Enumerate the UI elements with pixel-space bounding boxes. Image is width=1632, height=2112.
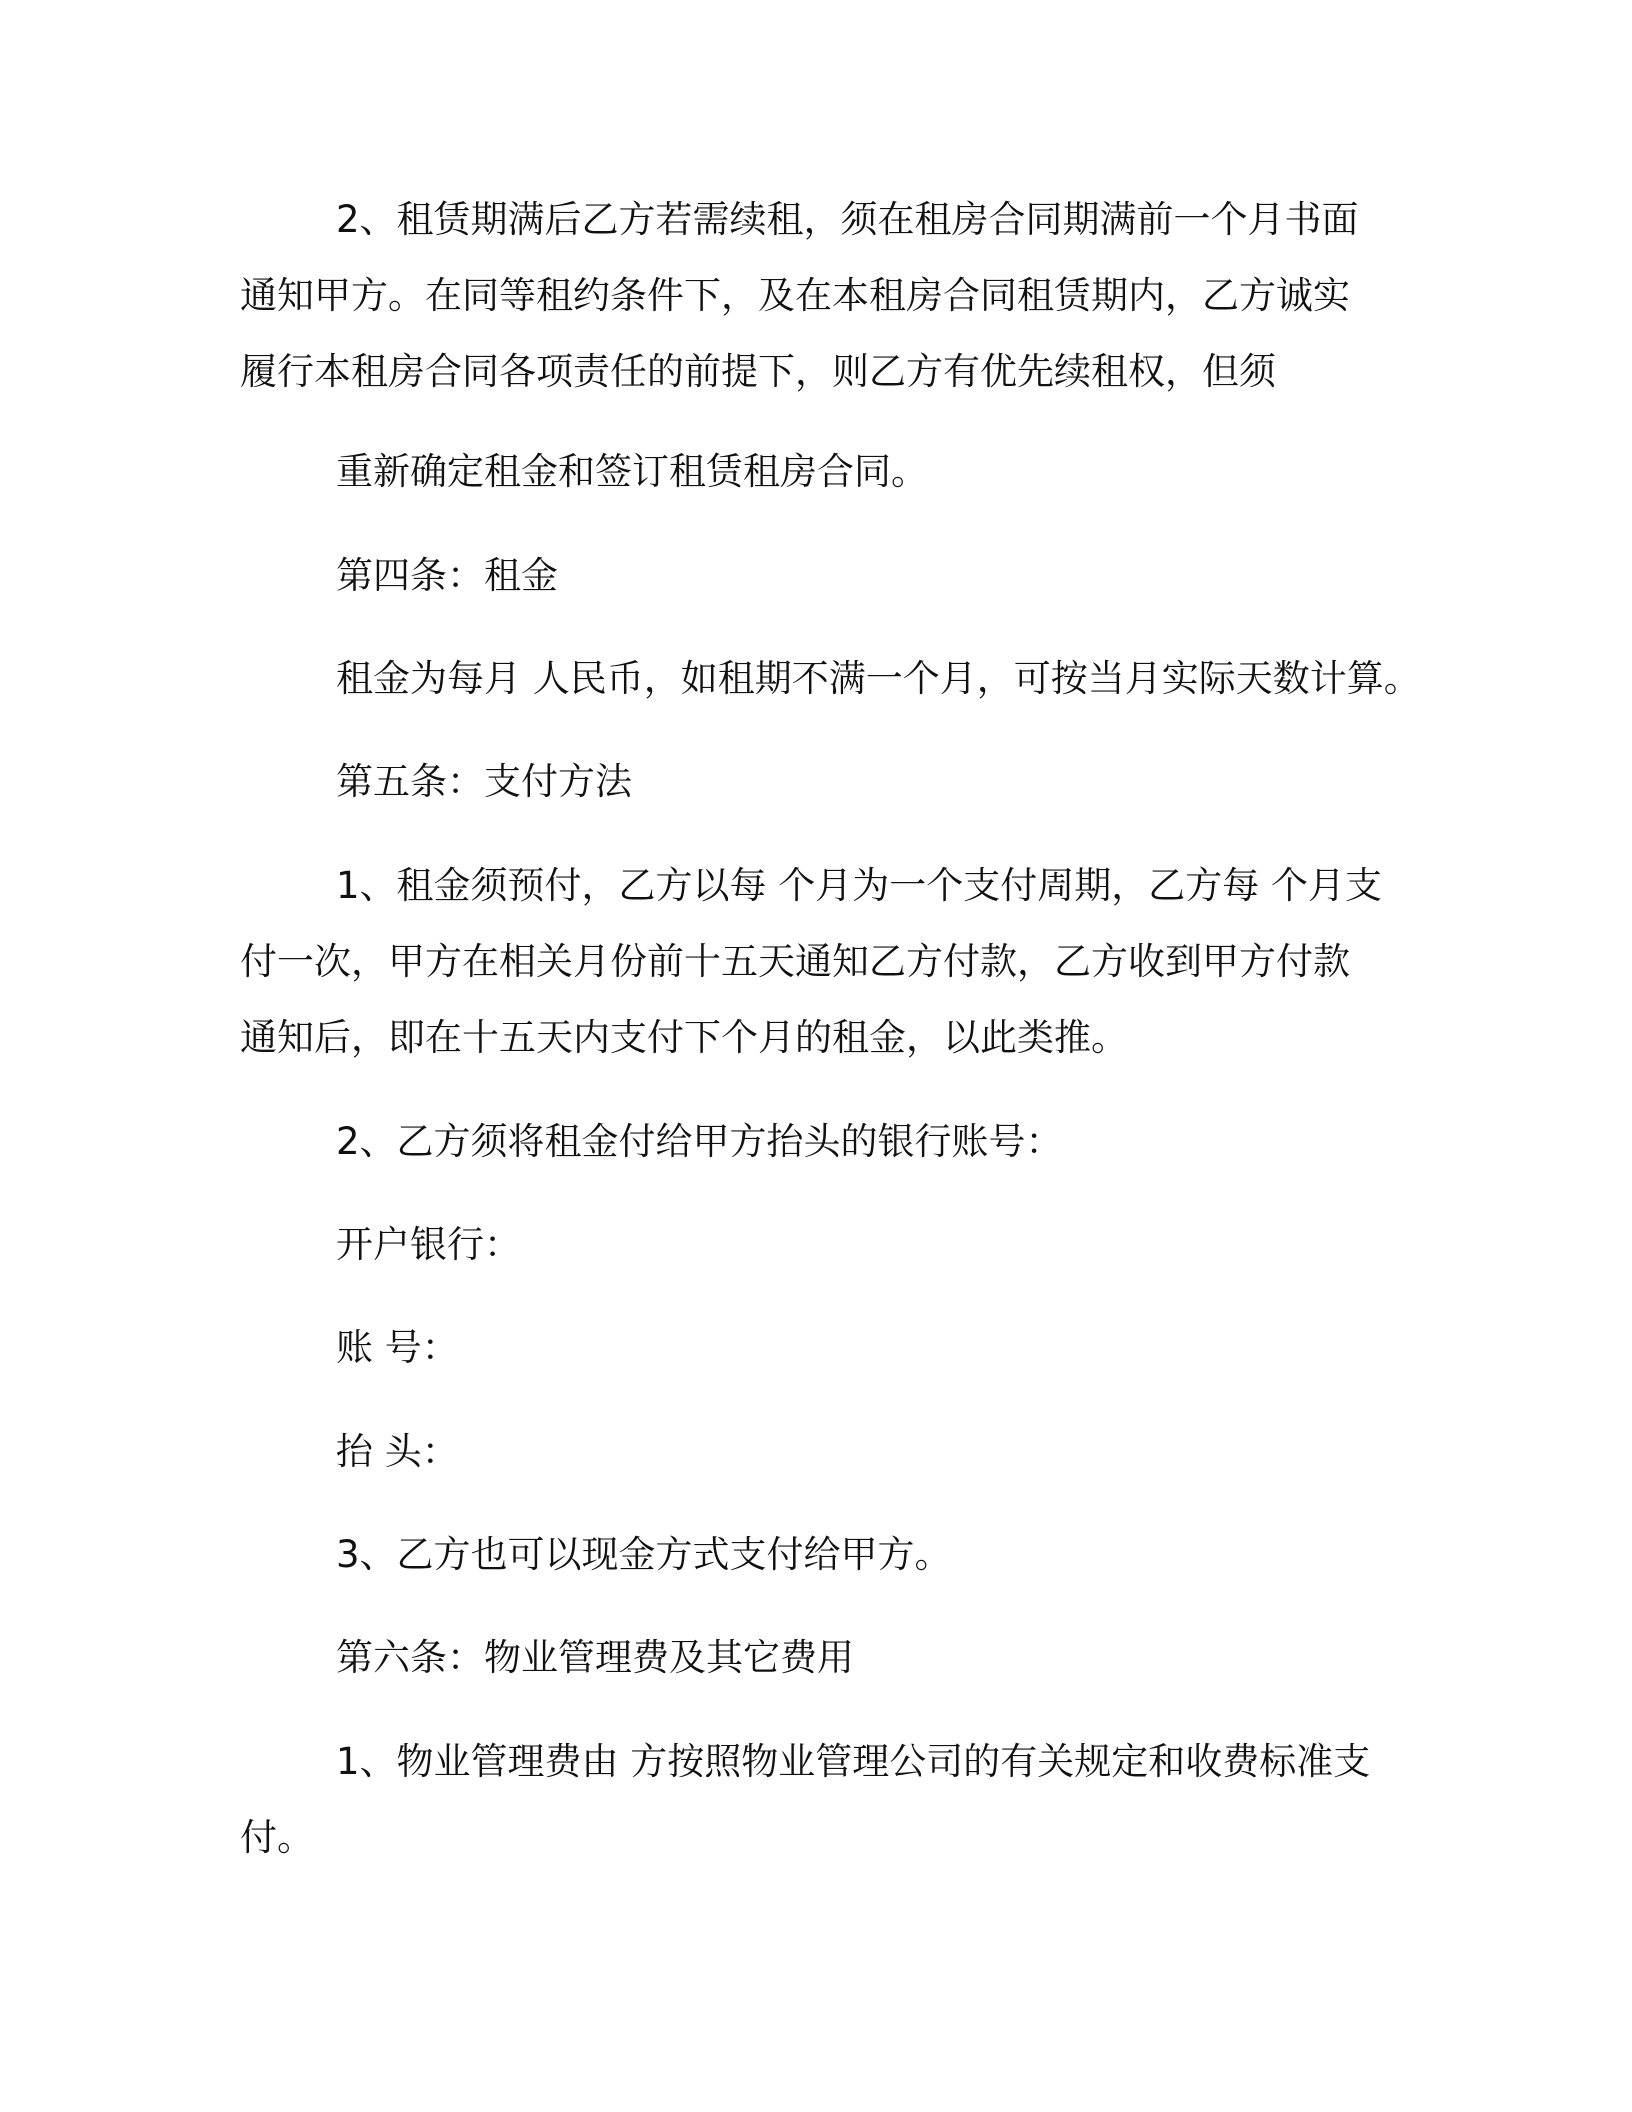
payee-field-label: 抬 头： (336, 1430, 459, 1473)
paragraph-line: 通知后，即在十五天内支付下个月的租金，以此类推。 (240, 1016, 1128, 1059)
paragraph-line: 2、租赁期满后乙方若需续租，须在租房合同期满前一个月书面 (336, 198, 1359, 241)
paragraph-line: 2、乙方须将租金付给甲方抬头的银行账号： (336, 1120, 1063, 1163)
article-heading: 第六条：物业管理费及其它费用 (336, 1636, 854, 1679)
paragraph-line: 履行本租房合同各项责任的前提下，则乙方有优先续租权，但须 (240, 350, 1276, 393)
article-heading: 第四条：租金 (336, 554, 558, 597)
article-heading: 第五条：支付方法 (336, 760, 632, 803)
account-field-label: 账 号： (336, 1326, 459, 1369)
paragraph-line: 1、物业管理费由 方按照物业管理公司的有关规定和收费标准支 (336, 1740, 1371, 1783)
paragraph-line: 重新确定租金和签订租赁租房合同。 (336, 450, 928, 493)
paragraph-line: 通知甲方。在同等租约条件下，及在本租房合同租赁期内，乙方诚实 (240, 274, 1350, 317)
paragraph-line: 1、租金须预付，乙方以每 个月为一个支付周期，乙方每 个月支 (336, 864, 1383, 907)
paragraph-line: 3、乙方也可以现金方式支付给甲方。 (336, 1533, 952, 1576)
paragraph-line: 租金为每月 人民币，如租期不满一个月，可按当月实际天数计算。 (336, 657, 1421, 700)
paragraph-line: 付一次，甲方在相关月份前十五天通知乙方付款，乙方收到甲方付款 (240, 940, 1350, 983)
bank-field-label: 开户银行： (336, 1223, 521, 1266)
paragraph-line: 付。 (240, 1816, 314, 1859)
